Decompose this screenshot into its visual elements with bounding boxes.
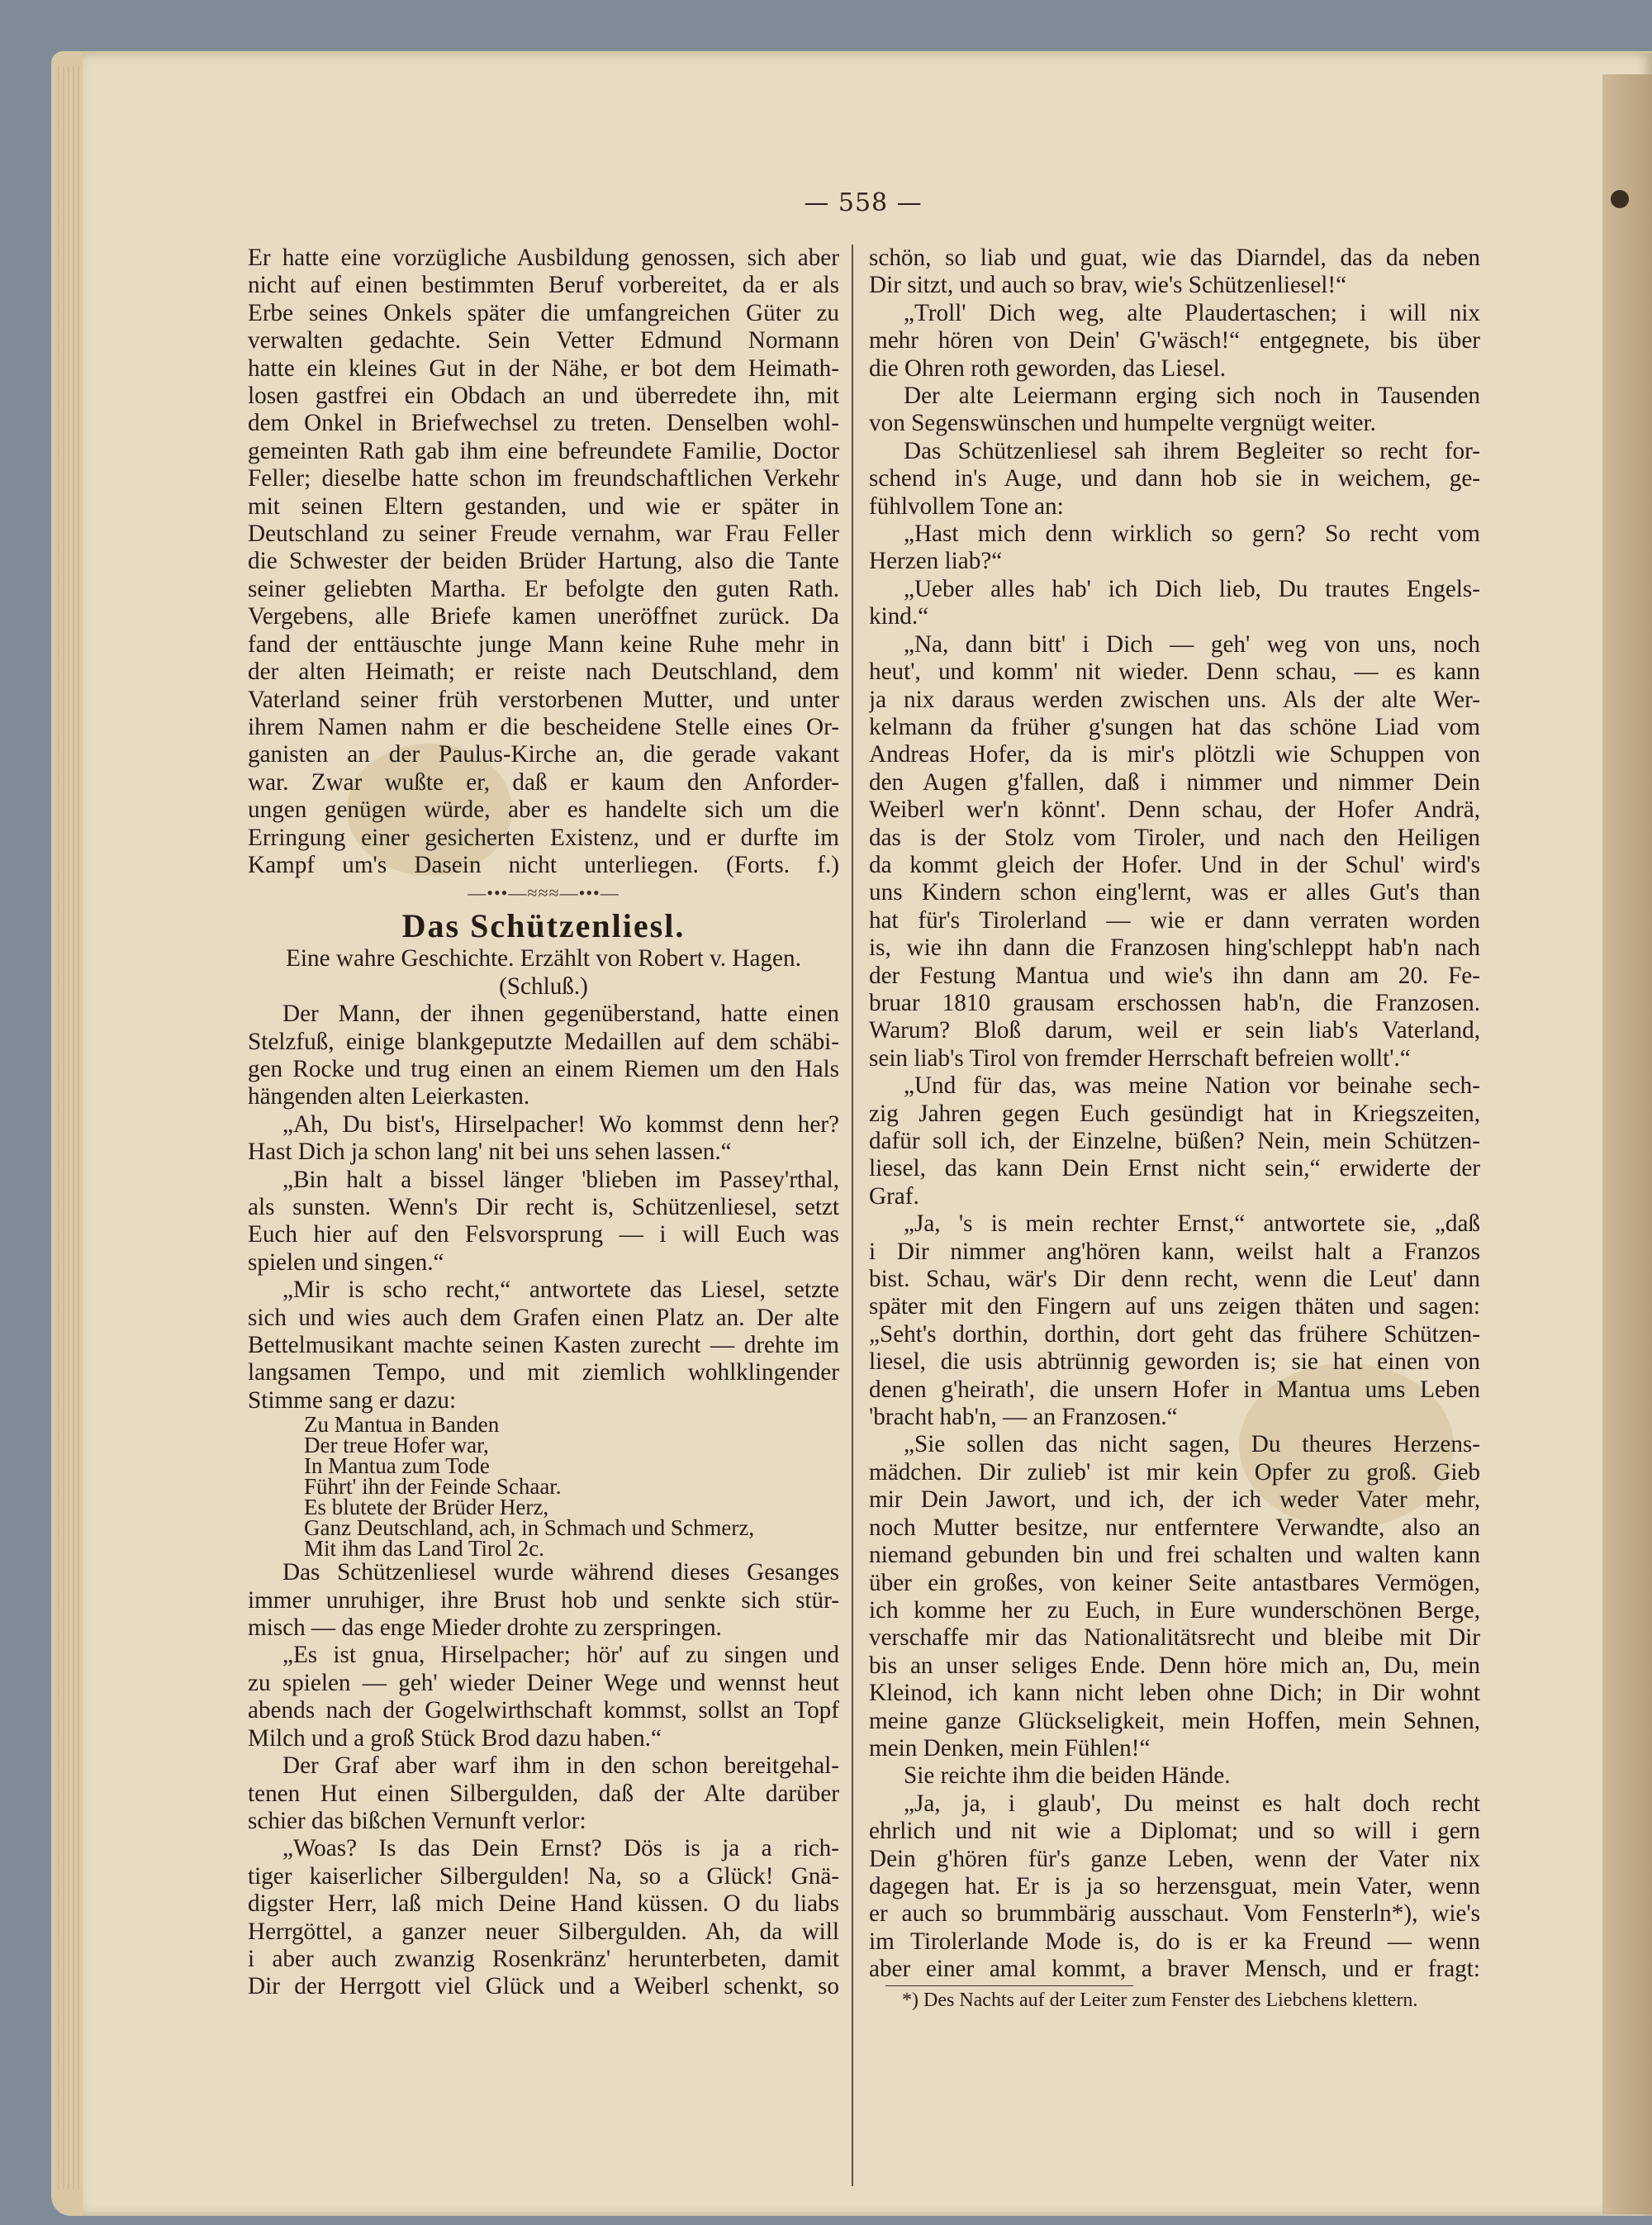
text-line: Vaterland seiner früh verstorbenen Mutter, und unter bbox=[248, 686, 839, 713]
text-line: hängenden alten Leierkasten. bbox=[248, 1083, 530, 1110]
text-line: später mit den Fingern auf uns zeigen thäten und sagen: bbox=[869, 1293, 1480, 1320]
column-divider bbox=[852, 245, 853, 2186]
footnote: *) Des Nachts auf der Leiter zum Fenster des Liebchens klettern. bbox=[902, 1990, 1418, 2012]
text-line: nicht auf einen bestimmten Beruf vorbereitet, da er als bbox=[248, 272, 839, 299]
text-line: bruar 1810 grausam erschossen hab'n, die Franzosen. bbox=[869, 989, 1480, 1016]
text-line: Das Schützenliesel wurde während dieses Gesanges bbox=[282, 1559, 839, 1586]
text-line: liesel, die usis abtrünnig geworden is; sie hat einen von bbox=[869, 1348, 1480, 1376]
song-verse bbox=[248, 1414, 839, 1559]
text-line: Vergebens, alle Briefe kamen uneröffnet zurück. Da bbox=[248, 603, 839, 630]
verse-line: Ganz Deutschland, ach, in Schmach und Schmerz, bbox=[304, 1518, 755, 1539]
text-line: im Tirolerlande Mode is, do is er ka Freund — wenn bbox=[869, 1928, 1480, 1955]
text-line: verschaffe mir das Nationalitätsrecht und bleibe mit Dir bbox=[869, 1624, 1480, 1652]
text-line: abends nach der Gogelwirthschaft kommst, sollst an Topf bbox=[248, 1697, 839, 1724]
text-line: sein liab's Tirol von fremder Herrschaft befreien wollt'.“ bbox=[869, 1044, 1411, 1072]
text-line: ungen genügen würde, aber es handelte sich um die bbox=[248, 796, 839, 824]
text-line: „Woas? Is das Dein Ernst? Dös is ja a rich- bbox=[282, 1835, 839, 1862]
text-line: Erbe seines Onkels später die umfangreichen Güter zu bbox=[248, 299, 839, 326]
text-line: Graf. bbox=[869, 1182, 919, 1210]
text-line: Erringung einer gesicherten Existenz, und er durfte im bbox=[248, 824, 839, 851]
text-line: tiger kaiserlicher Silbergulden! Na, so a Glück! Gnä- bbox=[248, 1862, 839, 1890]
verse-line: In Mantua zum Tode bbox=[304, 1456, 490, 1477]
text-line: bis an unser seliges Ende. Denn höre mich an, Du, mein bbox=[869, 1652, 1480, 1679]
text-line: fühlvollem Tone an: bbox=[869, 492, 1064, 520]
text-line: kind.“ bbox=[869, 603, 929, 630]
section-ornament: —•••—≈≈≈—•••— bbox=[468, 882, 620, 904]
text-line: als sunsten. Wenn's Dir recht is, Schützenliesel, setzt bbox=[248, 1194, 839, 1220]
text-line: mädchen. Dir zulieb' ist mir kein Opfer zu groß. Gieb bbox=[869, 1458, 1480, 1486]
text-line: mehr hören von Dein' G'wäsch!“ entgegnete, bis über bbox=[869, 327, 1480, 354]
text-line: tenen Hut einen Silbergulden, daß der Alte darüber bbox=[248, 1780, 839, 1807]
text-line: „Ja, ja, i glaub', Du meinst es halt doch recht bbox=[904, 1790, 1480, 1817]
text-line: Euch hier auf den Felsvorsprung — i will Euch was bbox=[248, 1221, 839, 1248]
text-line: seiner geliebten Martha. Er befolgte den guten Rath. bbox=[248, 575, 839, 602]
text-line: Bettelmusikant machte seinen Kasten zurecht — drehte im bbox=[248, 1332, 839, 1359]
text-line: gen Rocke und trug einen an einem Riemen um den Hals bbox=[248, 1055, 839, 1082]
text-line: Kampf um's Dasein nicht unterliegen. (Forts. f.) bbox=[248, 851, 839, 878]
left-column bbox=[248, 245, 839, 2001]
story-title: Das Schützenliesl. bbox=[401, 907, 686, 945]
text-line: losen gastfrei ein Obdach an und überredete ihn, mit bbox=[248, 383, 839, 410]
footnote-rule bbox=[885, 1985, 1133, 1987]
text-line: Der alte Leiermann erging sich noch in Tausenden bbox=[904, 383, 1480, 410]
text-line: das is der Stolz vom Tiroler, und nach den Heiligen bbox=[869, 824, 1480, 851]
text-line: Dir sitzt, und auch so brav, wie's Schützenliesel!“ bbox=[869, 272, 1347, 299]
text-line: Feller; dieselbe hatte schon im freundschaftlichen Verkehr bbox=[248, 465, 839, 492]
text-line: ich komme her zu Euch, in Eure wunderschönen Berge, bbox=[869, 1596, 1480, 1624]
text-line: Milch und a groß Stück Brod dazu haben.“ bbox=[248, 1724, 662, 1752]
text-line: Herrgöttel, a ganzer neuer Silbergulden. Ah, da will bbox=[248, 1918, 839, 1945]
text-line: mir Dein Jawort, und ich, der ich weder Vater mehr, bbox=[869, 1486, 1480, 1514]
text-line: verwalten gedachte. Sein Vetter Edmund Normann bbox=[248, 327, 839, 354]
text-line: misch — das enge Mieder drohte zu zerspringen. bbox=[248, 1614, 722, 1642]
text-line: zu spielen — geh' wieder Deiner Wege und wennst heut bbox=[248, 1669, 839, 1696]
text-line: „Ah, Du bist's, Hirselpacher! Wo kommst denn her? bbox=[282, 1110, 839, 1138]
text-line: die Schwester der beiden Brüder Hartung, also die Tante bbox=[248, 548, 839, 575]
text-line: über ein großes, von keiner Seite antastbares Vermögen, bbox=[869, 1569, 1480, 1596]
text-line: Warum? Bloß darum, weil er sein liab's Vaterland, bbox=[869, 1017, 1480, 1044]
text-line: schön, so liab und guat, wie das Diarndel, das da neben bbox=[869, 245, 1480, 271]
text-line: Der Mann, der ihnen gegenüberstand, hatte einen bbox=[282, 1001, 839, 1028]
text-line: Andreas Hofer, da is mir's plötzli wie Schuppen von bbox=[869, 741, 1480, 768]
text-line: digster Herr, laß mich Deine Hand küssen. O du liabs bbox=[248, 1890, 839, 1918]
text-line: ja nix daraus werden zwischen uns. Als der alte Wer- bbox=[869, 686, 1480, 713]
text-line: der alten Heimath; er reiste nach Deutschland, dem bbox=[248, 658, 839, 686]
text-line: mein Denken, mein Fühlen!“ bbox=[869, 1734, 1151, 1761]
text-line: „Hast mich denn wirklich so gern? So recht vom bbox=[904, 521, 1480, 548]
text-line: hat für's Tirolerland — wie er dann verraten worden bbox=[869, 906, 1480, 934]
text-line: Weiberl wer'n könnt'. Denn schau, der Hofer Andrä, bbox=[869, 796, 1480, 824]
text-line: langsamen Tempo, und mit ziemlich wohlklingender bbox=[248, 1359, 839, 1386]
text-line: meine ganze Glückseligkeit, mein Hoffen, mein Sehnen, bbox=[869, 1707, 1480, 1734]
text-line: von Segenswünschen und humpelte vergnügt weiter. bbox=[869, 410, 1376, 437]
verse-line: Zu Mantua in Banden bbox=[304, 1414, 500, 1436]
text-line: Kleinod, ich kann nicht leben ohne Dich; in Dir wohnt bbox=[869, 1680, 1480, 1707]
text-line: liesel, das kann Dein Ernst nicht sein,“ erwiderte der bbox=[869, 1155, 1480, 1182]
verse-line: Führt' ihn der Feinde Schaar. bbox=[304, 1476, 562, 1498]
text-line: Dir der Herrgott viel Glück und a Weiberl schenkt, so bbox=[248, 1973, 839, 2000]
text-line: war. Zwar wußte er, daß er kaum den Anforder- bbox=[248, 768, 839, 796]
text-line: den Augen g'fallen, daß i nimmer und nimmer Dein bbox=[869, 768, 1480, 796]
text-line: der Festung Mantua und wie's ihn dann am 20. Fe- bbox=[869, 962, 1480, 989]
text-line: dagegen hat. Er is ja so herzensguat, mein Vater, wenn bbox=[869, 1872, 1480, 1899]
text-line: bist. Schau, wär's Dir denn recht, wenn die Leut' dann bbox=[869, 1266, 1480, 1293]
right-column bbox=[869, 245, 1480, 2013]
text-line: denen g'heirath', die unsern Hofer in Mantua ums Leben bbox=[869, 1376, 1480, 1403]
verse-line: Es blutete der Brüder Herz, bbox=[304, 1497, 549, 1519]
text-line: „Und für das, was meine Nation vor beinahe sech- bbox=[904, 1072, 1480, 1100]
text-line: er auch so brummbärig ausschaut. Vom Fensterln*), wie's bbox=[869, 1900, 1480, 1928]
text-line: „Ueber alles hab' ich Dich lieb, Du trautes Engels- bbox=[904, 575, 1480, 602]
text-line: Der Graf aber warf ihm in den schon bereitgehal- bbox=[282, 1752, 839, 1780]
text-line: „Ja, 's is mein rechter Ernst,“ antwortete sie, „daß bbox=[904, 1210, 1480, 1238]
text-line: is, wie ihn dann die Franzosen hing'schleppt hab'n nach bbox=[869, 934, 1480, 962]
text-line: spielen und singen.“ bbox=[248, 1248, 444, 1276]
book-gutter bbox=[1602, 74, 1652, 2214]
text-line: „Mir is scho recht,“ antwortete das Liesel, setzte bbox=[282, 1277, 839, 1304]
text-line: i Dir nimmer ang'hören kann, weilst halt a Franzos bbox=[869, 1238, 1480, 1265]
text-line: sich und wies auch dem Grafen einen Platz an. Der alte bbox=[248, 1304, 839, 1331]
text-line: immer unruhiger, ihre Brust hob und senkte sich stür- bbox=[248, 1586, 839, 1614]
text-line: fand der enttäuschte junge Mann keine Ruhe mehr in bbox=[248, 630, 839, 658]
text-line: uns Kindern schon eing'lernt, was er alles Gut's than bbox=[869, 879, 1480, 906]
text-line: „Es ist gnua, Hirselpacher; hör' auf zu singen und bbox=[282, 1642, 839, 1669]
story-subtitle: Eine wahre Geschichte. Erzählt von Robert v. Hagen. bbox=[286, 945, 801, 972]
story-note: (Schluß.) bbox=[499, 972, 588, 1000]
text-line: zig Jahren gegen Euch gesündigt hat in Kriegszeiten, bbox=[869, 1100, 1480, 1127]
text-line: ihrem Namen nahm er die bescheidene Stelle eines Or- bbox=[248, 713, 839, 740]
text-line: Stimme sang er dazu: bbox=[248, 1386, 457, 1414]
text-line: 'bracht hab'n, — an Franzosen.“ bbox=[869, 1404, 1178, 1431]
text-line: ganisten an der Paulus-Kirche an, die gerade vakant bbox=[248, 741, 839, 768]
verse-line: Der treue Hofer war, bbox=[304, 1435, 489, 1457]
text-line: Stelzfuß, einige blankgeputzte Medaillen auf dem schäbi- bbox=[248, 1028, 839, 1055]
text-line: dafür soll ich, der Einzelne, büßen? Nein, mein Schützen- bbox=[869, 1128, 1480, 1154]
text-line: i aber auch zwanzig Rosenkränz' herunterbeten, damit bbox=[248, 1945, 839, 1972]
text-line: „Troll' Dich weg, alte Plaudertaschen; i will nix bbox=[904, 299, 1480, 326]
text-line: „Na, dann bitt' i Dich — geh' weg von uns, noch bbox=[904, 630, 1480, 658]
text-line: Deutschland zu seiner Freude vernahm, war Frau Feller bbox=[248, 521, 839, 548]
text-line: noch Mutter besitze, nur entferntere Verwandte, also an bbox=[869, 1514, 1480, 1541]
text-line: niemand gebunden bin und frei schalten und walten kann bbox=[869, 1542, 1480, 1569]
page-number: — 558 — bbox=[804, 188, 923, 217]
text-line: dem Onkel in Briefwechsel zu treten. Denselben wohl- bbox=[248, 410, 839, 437]
verse-line: Mit ihm das Land Tirol 2c. bbox=[304, 1538, 545, 1560]
text-line: Er hatte eine vorzügliche Ausbildung genossen, sich aber bbox=[248, 245, 839, 271]
text-line: „Bin halt a bissel länger 'blieben im Passey'rthal, bbox=[282, 1166, 839, 1193]
text-line: gemeinten Rath gab ihm eine befreundete Familie, Doctor bbox=[248, 437, 839, 464]
text-line: schend in's Auge, und dann hob sie in weichem, ge- bbox=[869, 465, 1480, 492]
text-line: Das Schützenliesel sah ihrem Begleiter so recht for- bbox=[904, 437, 1480, 464]
text-line: aber einer amal kommt, a braver Mensch, und er fragt: bbox=[869, 1956, 1480, 1983]
text-line: kelmann da früher g'sungen hat das schöne Liad vom bbox=[869, 713, 1480, 740]
text-line: Herzen liab?“ bbox=[869, 548, 1003, 575]
text-line: heut', und komm' nit wieder. Denn schau, — es kann bbox=[869, 658, 1480, 686]
text-line: „Seht's dorthin, dorthin, dort geht das frühere Schützen- bbox=[869, 1320, 1480, 1348]
text-line: mit seinen Eltern gestanden, und wie er später in bbox=[248, 492, 839, 520]
text-line: Hast Dich ja schon lang' nit bei uns sehen lassen.“ bbox=[248, 1139, 732, 1166]
text-line: ehrlich und nit wie a Diplomat; und so will i gern bbox=[869, 1818, 1480, 1845]
text-line: Dein g'hören für's ganze Leben, wenn der Vater nix bbox=[869, 1845, 1480, 1872]
text-line: da kommt gleich der Hofer. Und in der Schul' wird's bbox=[869, 851, 1480, 878]
text-line: schier das bißchen Vernunft verlor: bbox=[248, 1807, 586, 1834]
text-line: Sie reichte ihm die beiden Hände. bbox=[904, 1762, 1231, 1790]
binding-hole bbox=[1611, 190, 1629, 208]
text-line: die Ohren roth geworden, das Liesel. bbox=[869, 354, 1226, 382]
text-line: hatte ein kleines Gut in der Nähe, er bot dem Heimath- bbox=[248, 354, 839, 382]
text-line: „Sie sollen das nicht sagen, Du theures Herzens- bbox=[904, 1431, 1480, 1458]
